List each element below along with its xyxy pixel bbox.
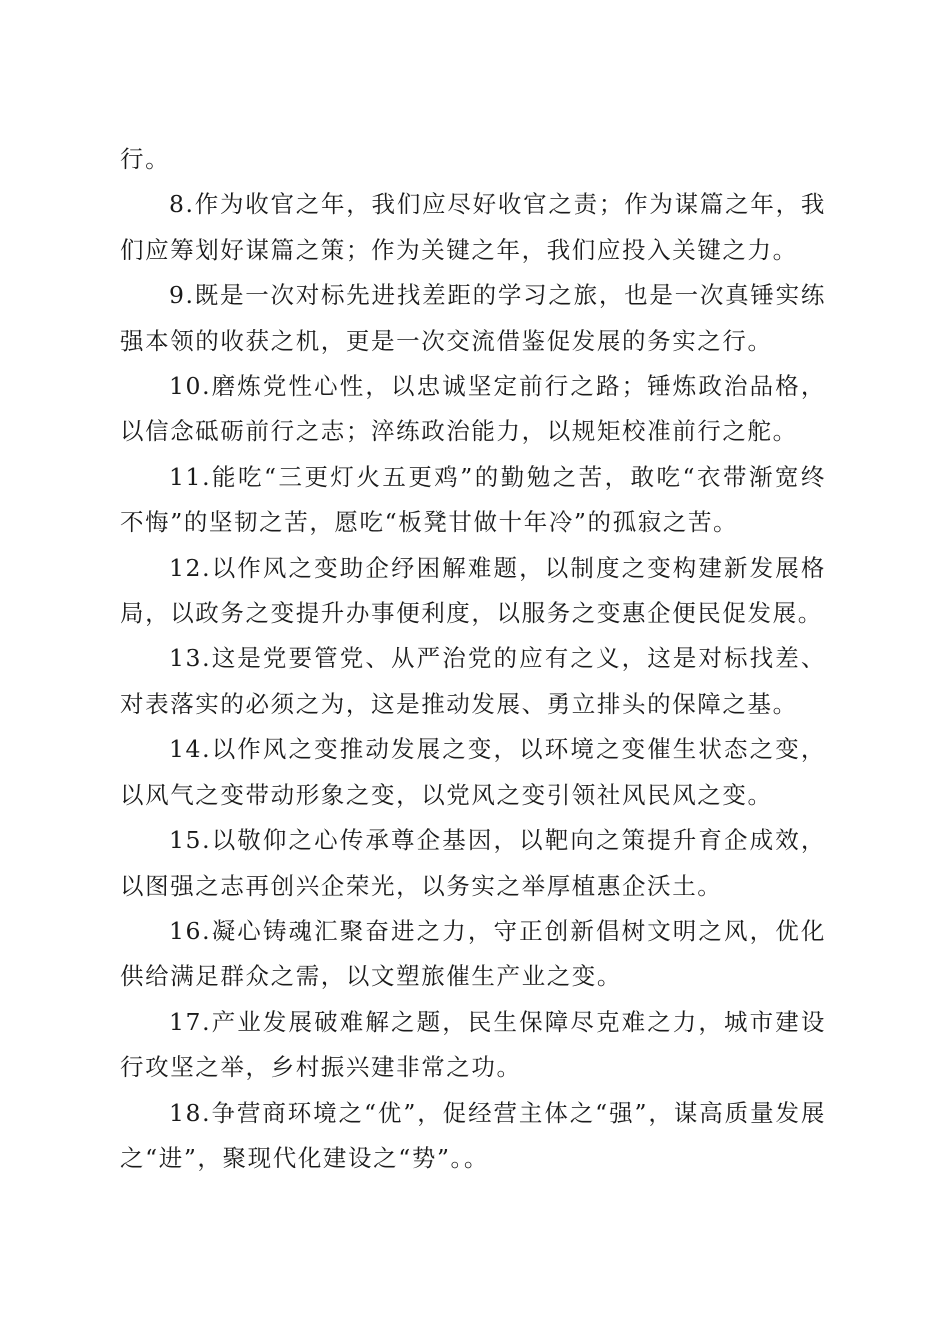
paragraph-item-9: 9.既是一次对标先进找差距的学习之旅，也是一次真锤实练强本领的收获之机，更是一次交流借鉴促发展的务实之行。 bbox=[120, 281, 826, 355]
paragraph-item-15: 15.以敬仰之心传承尊企基因，以靶向之策提升育企成效，以图强之志再创兴企荣光，以务实之举厚植惠企沃土。 bbox=[120, 826, 826, 900]
paragraph-item-18: 18.争营商环境之“优”，促经营主体之“强”，谋高质量发展之“进”，聚现代化建设之“势”。。 bbox=[120, 1098, 826, 1172]
paragraph-item-12: 12.以作风之变助企纾困解难题，以制度之变构建新发展格局，以政务之变提升办事便利度，以服务之变惠企便民促发展。 bbox=[120, 553, 826, 628]
paragraph-item-8: 8.作为收官之年，我们应尽好收官之责；作为谋篇之年，我们应筹划好谋篇之策；作为关键之年，我们应投入关键之力。 bbox=[120, 190, 826, 264]
paragraph-item-17: 17.产业发展破难解之题，民生保障尽克难之力，城市建设行攻坚之举，乡村振兴建非常之功。 bbox=[120, 1007, 826, 1082]
document-body bbox=[120, 137, 826, 1181]
paragraph-item-16: 16.凝心铸魂汇聚奋进之力，守正创新倡树文明之风，优化供给满足群众之需，以文塑旅催生产业之变。 bbox=[120, 916, 826, 991]
paragraph-continuation: 行。 bbox=[120, 145, 171, 173]
paragraph-item-10: 10.磨炼党性心性，以忠诚坚定前行之路；锤炼政治品格，以信念砥砺前行之志；淬练政治能力，以规矩校准前行之舵。 bbox=[120, 372, 826, 446]
paragraph-item-13: 13.这是党要管党、从严治党的应有之义，这是对标找差、对表落实的必须之为，这是推动发展、勇立排头的保障之基。 bbox=[120, 644, 826, 718]
paragraph-item-11: 11.能吃“三更灯火五更鸡”的勤勉之苦，敢吃“衣带渐宽终不悔”的坚韧之苦，愿吃“板凳甘做十年冷”的孤寂之苦。 bbox=[120, 462, 826, 537]
paragraph-item-14: 14.以作风之变推动发展之变，以环境之变催生状态之变，以风气之变带动形象之变，以党风之变引领社风民风之变。 bbox=[120, 735, 826, 809]
